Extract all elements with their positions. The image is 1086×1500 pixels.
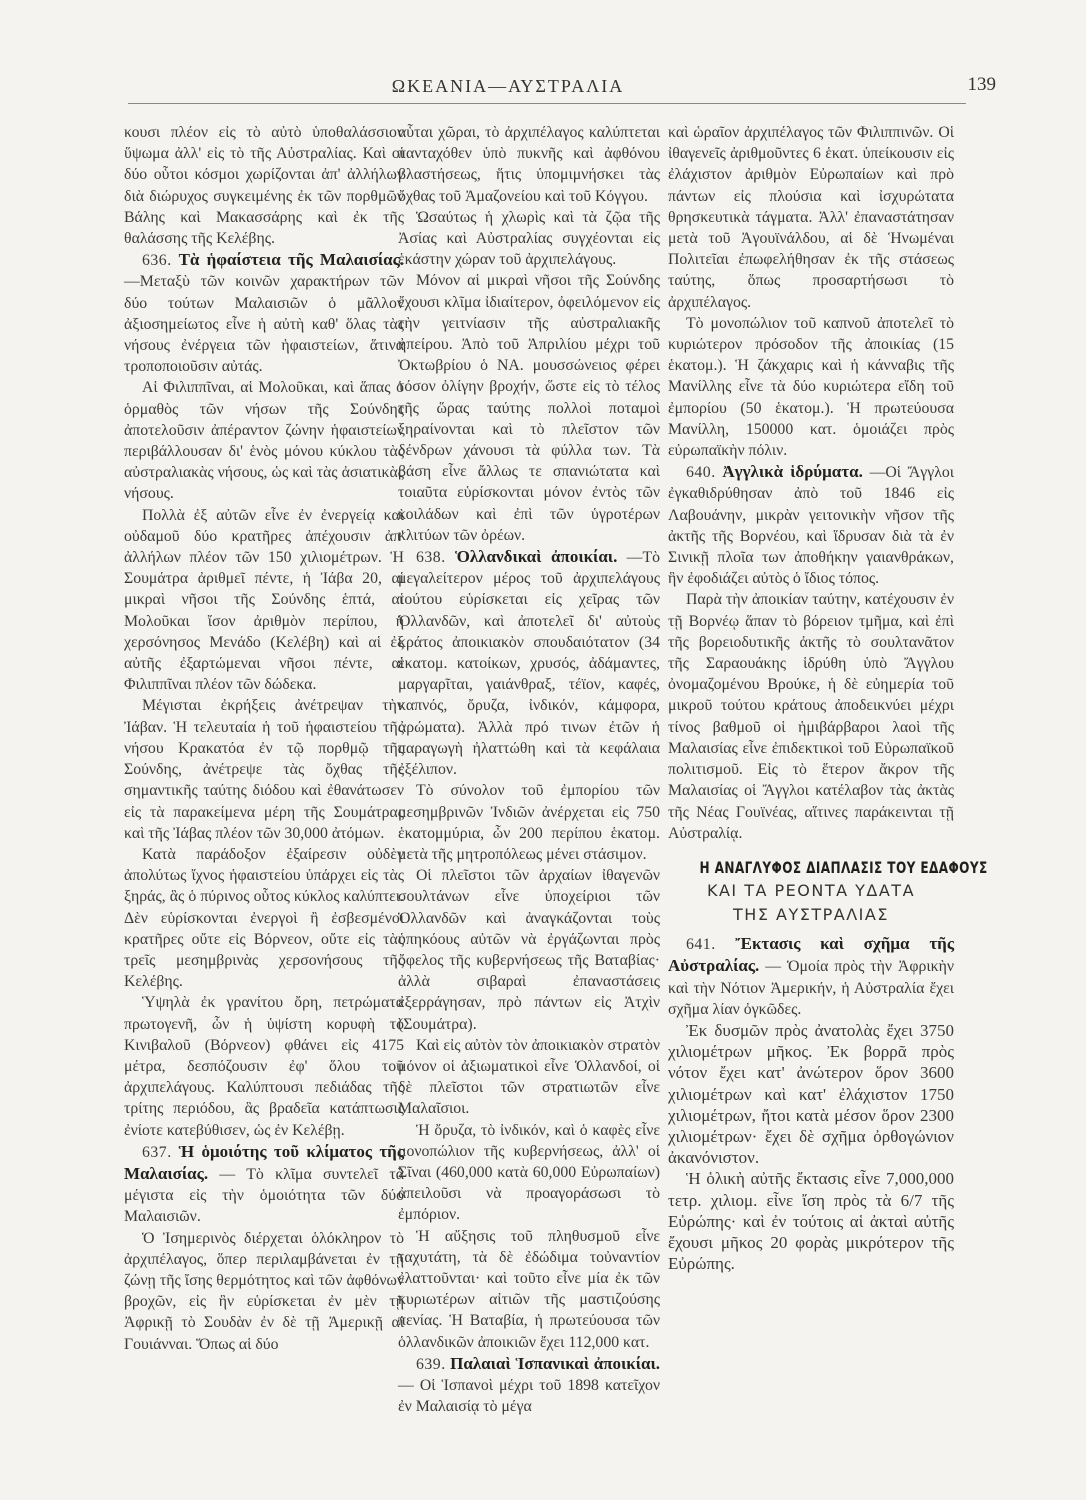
paragraph: Ὡσαύτως ἡ χλωρὶς καὶ τὰ ζῷα τῆς Ἀσίας καὶ Αὐστραλίας συγχέονται εἰς ἑκάστην χώραν τοῦ ἀρχιπελάγους.: [398, 208, 660, 269]
page-header: [80, 74, 996, 102]
section-title: Ἀγγλικὰ ἱδρύματα.: [722, 462, 863, 482]
paragraph: κουσι πλέον εἰς τὸ αὐτὸ ὑποθαλάσσιον ὕψωμα ἀλλ' εἰς τὸ τῆς Αὐστραλίας. Καὶ οἱ δύο οὗτοι κόσμοι χωρίζονται ἀπ' ἀλλήλων διὰ διώρυχος συγκειμένης ἐκ τῶν πορθμῶν Βάλης καὶ Μακασσάρης καὶ ἐκ τῆς θαλάσσης τῆς Κελέβης.: [124, 124, 404, 248]
section-640: [668, 461, 954, 589]
section-text: —Τὸ μεγαλείτερον μέρος τοῦ ἀρχιπελάγους τούτου εὑρίσκεται εἰς χεῖρας τῶν Ὁλλανδῶν, καὶ ἀποτελεῖ δι' αὐτοὺς κράτος ἀποικιακὸν σπουδαιότατον (34 ἑκατομ. κατοίκων, χρυσός, ἀδάμαντες, μαργαρῖται, γαιάνθραξ, τέϊον, καφές, καπνός, ὄρυζα, ἰνδικόν, κάμφορα, ἀρώματα). Ἀλλὰ πρό τινων ἐτῶν ἡ παραγωγὴ ἠλαττώθη καὶ τὰ κεφάλαια ἐξέλιπον.: [398, 549, 661, 779]
chapter-heading: [668, 858, 988, 927]
section-title: Τὰ ἡφαίστεια τῆς Μαλαισίας.: [178, 250, 404, 270]
section-number: 639.: [416, 1355, 446, 1373]
section-number: 636.: [142, 252, 172, 270]
paragraph: Ἡ αὔξησις τοῦ πληθυσμοῦ εἶνε ταχυτάτη, τὰ δὲ ἐδώδιμα τοὐναντίον ἐλαττοῦνται· καὶ τοῦτο εἶνε μία ἐκ τῶν κυριωτέρων αἰτιῶν τῆς μαστιζούσης πενίας. Ἡ Βαταβία, ἡ πρωτεύουσα τῶν ὁλλανδικῶν ἀποικιῶν ἔχει 112,000 κατ.: [398, 1227, 660, 1351]
section-title: Ἔκτασις καὶ σχῆμα τῆς Αὐστραλίας.: [668, 934, 954, 976]
section-title: Παλαιαὶ Ἱσπανικαὶ ἀποικίαι.: [450, 1353, 660, 1373]
section-639: [398, 1353, 660, 1418]
section-number: 641.: [686, 936, 716, 954]
paragraph: Πολλὰ ἐξ αὐτῶν εἶνε ἐν ἐνεργείᾳ καὶ οὐδαμοῦ δύο κρατῆρες ἀπέχουσιν ἀπ' ἀλλήλων πλέον τῶν 150 χιλιομέτρων. Ἡ Σουμάτρα ἀριθμεῖ πέντε, ἡ Ἰάβα 20, αἱ μικραὶ νῆσοι τῆς Σούνδης ἑπτά, αἱ Μολοῦκαι ἴσον ἀριθμὸν περίπου, ἡ χερσόνησος Μενάδο (Κελέβη) καὶ αἱ ἐξ αὐτῆς ἐξαρτώμεναι νῆσοι πέντε, αἱ Φιλιππῖναι πλέον τῶν δώδεκα.: [124, 506, 404, 694]
section-number: 638.: [416, 549, 446, 567]
section-638: [398, 546, 660, 780]
section-title: Ἡ ὁμοιότης τοῦ κλίματος τῆς Μαλαισίας.: [124, 1141, 404, 1183]
header-rule: [128, 103, 966, 104]
text-column-3: [668, 122, 988, 1274]
text-column-1: [124, 122, 404, 1355]
paragraph: Οἱ πλεῖστοι τῶν ἀρχαίων ἰθαγενῶν σουλτάνων εἶνε ὑποχείριοι τῶν Ὁλλανδῶν καὶ ἀναγκάζονται τοὺς ὑπηκόους αὐτῶν νὰ ἐργάζωνται πρὸς ὄφελος τῆς κυβερνήσεως τῆς Βαταβίας· ἀλλὰ σιβαραὶ ἐπαναστάσεις ἐξερράγησαν, πρὸ πάντων εἰς Ἀτχὶν (Σουμάτρα).: [398, 867, 660, 1033]
section-637: [124, 1141, 404, 1228]
section-text: —Μεταξὺ τῶν κοινῶν χαρακτήρων τῶν δύο τούτων Μαλαισιῶν ὁ μᾶλλον ἀξιοσημείωτος εἶνε ἡ αὐτὴ καθ' ὅλας τὰς νήσους ἐνέργεια τῶν ἡφαιστείων, ἅτινα τροποποιοῦσιν αὐτάς.: [124, 273, 404, 376]
paragraph: Ὑψηλὰ ἐκ γρανίτου ὄρη, πετρώματα πρωτογενῆ, ὧν ἡ ὑψίστη κορυφὴ τὸ Κινιβαλοῦ (Βόρνεον) φθάνει εἰς 4175 μέτρα, δεσπόζουσιν ἐφ' ὅλου τοῦ ἀρχιπελάγους. Καλύπτουσι πεδιάδας τῆς τρίτης περιόδου, ἃς βραδεῖα κατάπτωσις ἐνίοτε κατεβύθισεν, ὡς ἐν Κελέβῃ.: [124, 994, 404, 1139]
paragraph: Μέγισται ἐκρήξεις ἀνέτρεψαν τὴν Ἰάβαν. Ἡ τελευταία ἡ τοῦ ἡφαιστείου τῆς νήσου Κρακατόα ἐν τῷ πορθμῷ τῆς Σούνδης, ἀνέτρεψε τὰς ὄχθας τῆς σημαντικῆς ταύτης διόδου καὶ ἐθανάτωσεν εἰς τὰ παρακείμενα μέρη τῆς Σουμάτρας καὶ τῆς Ἰάβας πλέον τῶν 30,000 ἀτόμων.: [124, 697, 404, 842]
paragraph: Καὶ εἰς αὐτὸν τὸν ἀποικιακὸν στρατὸν μόνον οἱ ἀξιωματικοὶ εἶνε Ὁλλανδοί, οἱ δὲ πλεῖστοι τῶν στρατιωτῶν εἶνε Μαλαῖσιοι.: [398, 1036, 660, 1118]
chapter-heading-line-1: Η ΑΝΑΓΛΥΦΟΣ ΔΙΑΠΛΑΣΙΣ ΤΟΥ ΕΔΑΦΟΥΣ: [699, 858, 988, 877]
section-text: — Οἱ Ἱσπανοὶ μέχρι τοῦ 1898 κατεῖχον ἐν Μαλαισίᾳ τὸ μέγα: [398, 1376, 660, 1416]
section-641: [668, 933, 954, 1020]
text-column-2: [398, 122, 660, 1417]
paragraph: Μόνον αἱ μικραὶ νῆσοι τῆς Σούνδης ἔχουσι κλῖμα ἰδιαίτερον, ὀφειλόμενον εἰς τὴν γειτνίασιν τῆς αὐστραλιακῆς ἠπείρου. Ἀπὸ τοῦ Ἀπριλίου μέχρι τοῦ Ὀκτωβρίου ὁ ΝΑ. μουσσώνειος φέρει τόσον ὀλίγην βροχήν, ὥστε εἰς τὸ τέλος τῆς ὥρας ταύτης πολλοὶ ποταμοὶ ξηραίνονται καὶ τὸ πλεῖστον τῶν δένδρων χάνουσι τὰ φύλλα των. Τὰ βάση εἶνε ἄλλως τε σπανιώτατα καὶ τοιαῦτα εὑρίσκονται μόνον ἐντὸς τῶν κοιλάδων καὶ ἐπὶ τῶν ὑγροτέρων κλιτύων τῶν ὀρέων.: [398, 272, 660, 544]
chapter-heading-line-3: ΤΗΣ ΑΥΣΤΡΑΛΙΑΣ: [733, 905, 889, 925]
paragraph: Ὁ Ἰσημερινὸς διέρχεται ὁλόκληρον τὸ ἀρχιπέλαγος, ὅπερ περιλαμβάνεται ἐν τῇ ζώνῃ τῆς ἴσης θερμότητος καὶ τῶν ἀφθόνων βροχῶν, εἰς ἣν εὑρίσκεται ἐν μὲν τῇ Ἀφρικῇ τὸ Σουδὰν ἐν δὲ τῇ Ἀμερικῇ αἱ Γουιάνναι. Ὅπως αἱ δύο: [124, 1229, 404, 1353]
paragraph: Τὸ σύνολον τοῦ ἐμπορίου τῶν μεσημβρινῶν Ἰνδιῶν ἀνέρχεται εἰς 750 ἑκατομμύρια, ὧν 200 περίπου ἑκατομ. μετὰ τῆς μητροπόλεως μένει στάσιμον.: [398, 782, 660, 863]
paragraph: αὗται χῶραι, τὸ ἀρχιπέλαγος καλύπτεται πανταχόθεν ὑπὸ πυκνῆς καὶ ἀφθόνου βλαστήσεως, ἥτις ὑπομιμνήσκει τὰς ὄχθας τοῦ Ἀμαζονείου καὶ τοῦ Κόγγου.: [398, 124, 660, 205]
paragraph: Ἡ ὁλικὴ αὐτῆς ἔκτασις εἶνε 7,000,000 τετρ. χιλιομ. εἶνε ἴση πρὸς τὰ 6/7 τῆς Εὐρώπης· καὶ ἐν τούτοις αἱ ἀκταὶ αὐτῆς ἔχουσι μῆκος 20 φορὰς μικρότερον τῆς Εὐρώπης.: [668, 1169, 954, 1274]
section-636: [124, 249, 404, 377]
chapter-heading-line-2: ΚΑΙ ΤΑ ΡΕΟΝΤΑ ΥΔΑΤΑ: [706, 881, 916, 901]
page-number: 139: [967, 74, 996, 95]
running-title: ΩΚΕΑΝΙΑ—ΑΥΣΤΡΑΛΙΑ: [391, 76, 625, 96]
paragraph: Ἐκ δυσμῶν πρὸς ἀνατολὰς ἔχει 3750 χιλιομέτρων μῆκος. Ἐκ βορρᾶ πρὸς νότον ἔχει κατ' ἀνώτερον ὅρον 3600 χιλιομέτρων καὶ κατ' ἐλάχιστον 1750 χιλιομέτρων, ἤτοι κατὰ μέσον ὅρον 2300 χιλιομέτρων· ἔχει δὲ σχῆμα ὀρθογώνιον ἀκανόνιστον.: [668, 1020, 954, 1168]
paragraph: Τὸ μονοπώλιον τοῦ καπνοῦ ἀποτελεῖ τὸ κυριώτερον πρόσοδον τῆς ἀποικίας (15 ἑκατομ.). Ἡ ζάκχαρις καὶ ἡ κάνναβις τῆς Μανίλλης εἶνε τὰ δύο κυριώτερα εἴδη τοῦ ἐμπορίου (50 ἑκατομ.). Ἡ πρωτεύουσα Μανίλλη, 150000 κατ. ὁμοιάζει πρὸς εὐρωπαϊκὴν πόλιν.: [668, 314, 954, 460]
section-text: —Οἱ Ἄγγλοι ἐγκαθιδρύθησαν ἀπὸ τοῦ 1846 εἰς Λαβουάνην, μικρὰν γειτονικὴν νῆσον τῆς ἀκτῆς τῆς Βορνέου, καὶ ἵδρυσαν διὰ τὰ ἐν Σινικῇ πλοῖα των ἀποθήκην γαιανθράκων, ἣν ἐφοδιάζει αὐτὸς ὁ ἴδιος τόπος.: [668, 464, 954, 588]
section-number: 637.: [142, 1143, 172, 1161]
section-text: — Τὸ κλῖμα συντελεῖ τὰ μέγιστα εἰς τὴν ὁμοιότητα τῶν δύο Μαλαισιῶν.: [124, 1165, 404, 1226]
paragraph: Κατὰ παράδοξον ἐξαίρεσιν οὐδὲν ἀπολύτως ἴχνος ἡφαιστείου ὑπάρχει εἰς τὰς ξηράς, ἃς ὁ πύρινος οὗτος κύκλος καλύπτει. Δὲν εὑρίσκονται ἐνεργοὶ ἢ ἐσβεσμένοι κρατῆρες οὔτε εἰς Βόρνεον, οὔτε εἰς τὰς τρεῖς μεσημβρινὰς χερσονήσους τῆς Κελέβης.: [124, 845, 404, 991]
paragraph: καὶ ὡραῖον ἀρχιπέλαγος τῶν Φιλιππινῶν. Οἱ ἰθαγενεῖς ἀριθμοῦντες 6 ἑκατ. ὑπείκουσιν εἰς ἐλάχιστον ἀριθμὸν Εὐρωπαίων καὶ πρὸ πάντων εἰς πλούσια καὶ ἰσχυρώτατα θρησκευτικὰ τάγματα. Ἀλλ' ἐπαναστάτησαν μετὰ τοῦ Ἀγουϊνάλδου, αἱ δὲ Ἡνωμέναι Πολιτεῖαι ἐπωφελήθησαν ἐκ τῆς στάσεως ταύτης, ὅπως προσαρτήσωσι τὸ ἀρχιπέλαγος.: [668, 124, 954, 311]
paragraph: Παρὰ τὴν ἀποικίαν ταύτην, κατέχουσιν ἐν τῇ Βορνέῳ ἅπαν τὸ βόρειον τμῆμα, καὶ ἐπὶ τῆς βορειοδυτικῆς ἀκτῆς τὸ σουλτανᾶτον τῆς Σαραουάκης ἱδρύθη ὑπὸ Ἄγγλου ὀνομαζομένου Βρούκε, ἡ δὲ εὐημερία τοῦ μικροῦ τούτου κράτους ἀποδεικνύει μέχρι τίνος βαθμοῦ οἱ ἡμιβάρβαροι λαοὶ τῆς Μαλαισίας εἶνε ἐπιδεκτικοὶ τοῦ Εὐρωπαϊκοῦ πολιτισμοῦ. Εἰς τὸ ἕτερον ἄκρον τῆς Μαλαισίας οἱ Ἄγγλοι κατέλαβον τὰς ἀκτὰς τῆς Νέας Γουϊνέας, αἵτινες παράκεινται τῇ Αὐστραλίᾳ.: [668, 591, 954, 842]
section-title: Ὁλλανδικαὶ ἀποικίαι.: [454, 547, 618, 567]
section-text: — Ὁμοία πρὸς τὴν Ἀφρικὴν καὶ τὴν Νότιον Ἀμερικήν, ἡ Αὐστραλία ἔχει σχῆμα λίαν ὀγκῶδες.: [668, 958, 954, 1018]
paragraph: Ἡ ὄρυζα, τὸ ἰνδικόν, καὶ ὁ καφὲς εἶνε μονοπώλιον τῆς κυβερνήσεως, ἀλλ' οἱ Σῖναι (460,000 κατὰ 60,000 Εὐρωπαίων) ἀπειλοῦσι νὰ προαγοράσωσι τὸ ἐμπόριον.: [398, 1121, 660, 1224]
paragraph: Αἱ Φιλιππῖναι, αἱ Μολοῦκαι, καὶ ἅπας ὁ ὁρμαθὸς τῶν νήσων τῆς Σούνδης ἀποτελοῦσιν ἀπέραντον ζώνην ἡφαιστείων περιβάλλουσαν δι' ἑνὸς μόνου κύκλου τὰς αὐστραλιακὰς νήσους, ὡς καὶ τὰς ἀσιατικὰς νήσους.: [124, 379, 404, 503]
section-number: 640.: [686, 464, 716, 482]
